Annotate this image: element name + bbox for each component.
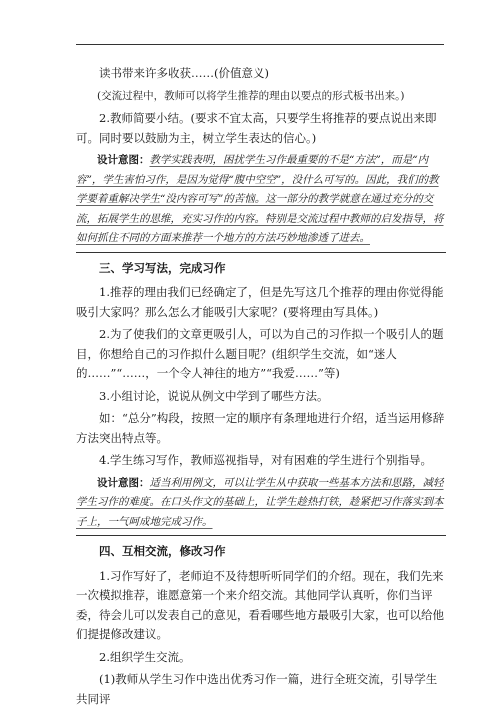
s3-paragraph-2: 2.为了使我们的文章更吸引人，可以为自己的习作拟一个吸引人的题目，你想给自己的习作拟什么题目呢？(组织学生交流，如“迷人的……”“……，一个令人神往的地方”“我爱……”等): [76, 327, 444, 380]
design-intent-label: 设计意图：: [97, 154, 150, 166]
paragraph-teacher-summary: 2.教师简要小结。(要求不宜太高，只要学生将推荐的要点说出来即可。同时要以鼓励为主，树立学生表达的信心。): [76, 111, 437, 145]
s4-paragraph-3: (1)教师从学生习作中选出优秀习作一篇，进行全班交流，引导学生共同评: [76, 672, 438, 706]
s4-paragraph-2: 2.组织学生交流。: [99, 649, 191, 664]
design-intent-2: [76, 474, 446, 533]
s3-paragraph-4: 如：“总分”构段，按照一定的顺序有条理地进行介绍，适当运用修辞方法突出特点等。: [76, 411, 445, 445]
top-rule: [76, 44, 444, 45]
design-intent-1: [76, 151, 446, 249]
section-4-heading: 四、互相交流，修改习作: [99, 544, 226, 558]
s4-paragraph-1: 1.习作写好了，老师迫不及待想听听同学们的介绍。现在，我们先来一次模拟推荐，谁愿意第一个来介绍交流。其他同学认真听，你们当评委，待会儿可以发表自己的意见，看看哪些地方最吸引大家，也可以给他们提提修改建议。: [76, 568, 444, 641]
section-divider: [76, 535, 446, 536]
document-body: [76, 64, 446, 712]
design-intent-label: 设计意图：: [97, 476, 150, 489]
design-intent-text: 适当利用例文，可以让学生从中获取一些基本方法和思路，减轻学生习作的难度。在口头作文的基础上，让学生趁热打铁，趁紧把习作落实到本子上，一气呵成地完成习作。: [76, 476, 444, 528]
design-intent-text: 教学实践表明，困扰学生习作最重要的不是“方法”，而是“内容”，学生害怕习作，是因为觉得“腹中空空”，没什么可写的。因此，我们的教学要着重解决学生“没内容可写”的苦恼。这一部分的教学就意在通过充分的交流，拓展学生的思维，充实习作的内容。特别是交流过程中教师的启发指导，将如何抓住不同的方面来推荐一个地方的方法巧妙地渗透了进去。: [76, 154, 444, 244]
paragraph-board-note: (交流过程中，教师可以将学生推荐的理由以要点的形式板书出来。): [97, 89, 405, 102]
s3-paragraph-3: 3.小组讨论，说说从例文中学到了哪些方法。: [99, 388, 329, 403]
section-3-heading: 三、学习写法，完成习作: [99, 260, 226, 275]
s3-paragraph-5: 4.学生练习写作，教师巡视指导，对有困难的学生进行个别指导。: [99, 453, 432, 467]
s3-paragraph-1: 1.推荐的理由我们已经确定了，但是先写这几个推荐的理由你觉得能吸引大家吗？那么怎么才能吸引大家呢？(要将理由写具体。): [76, 285, 444, 319]
section-divider: [76, 252, 446, 253]
paragraph-value-meaning: 读书带来许多收获……(价值意义): [99, 66, 269, 80]
